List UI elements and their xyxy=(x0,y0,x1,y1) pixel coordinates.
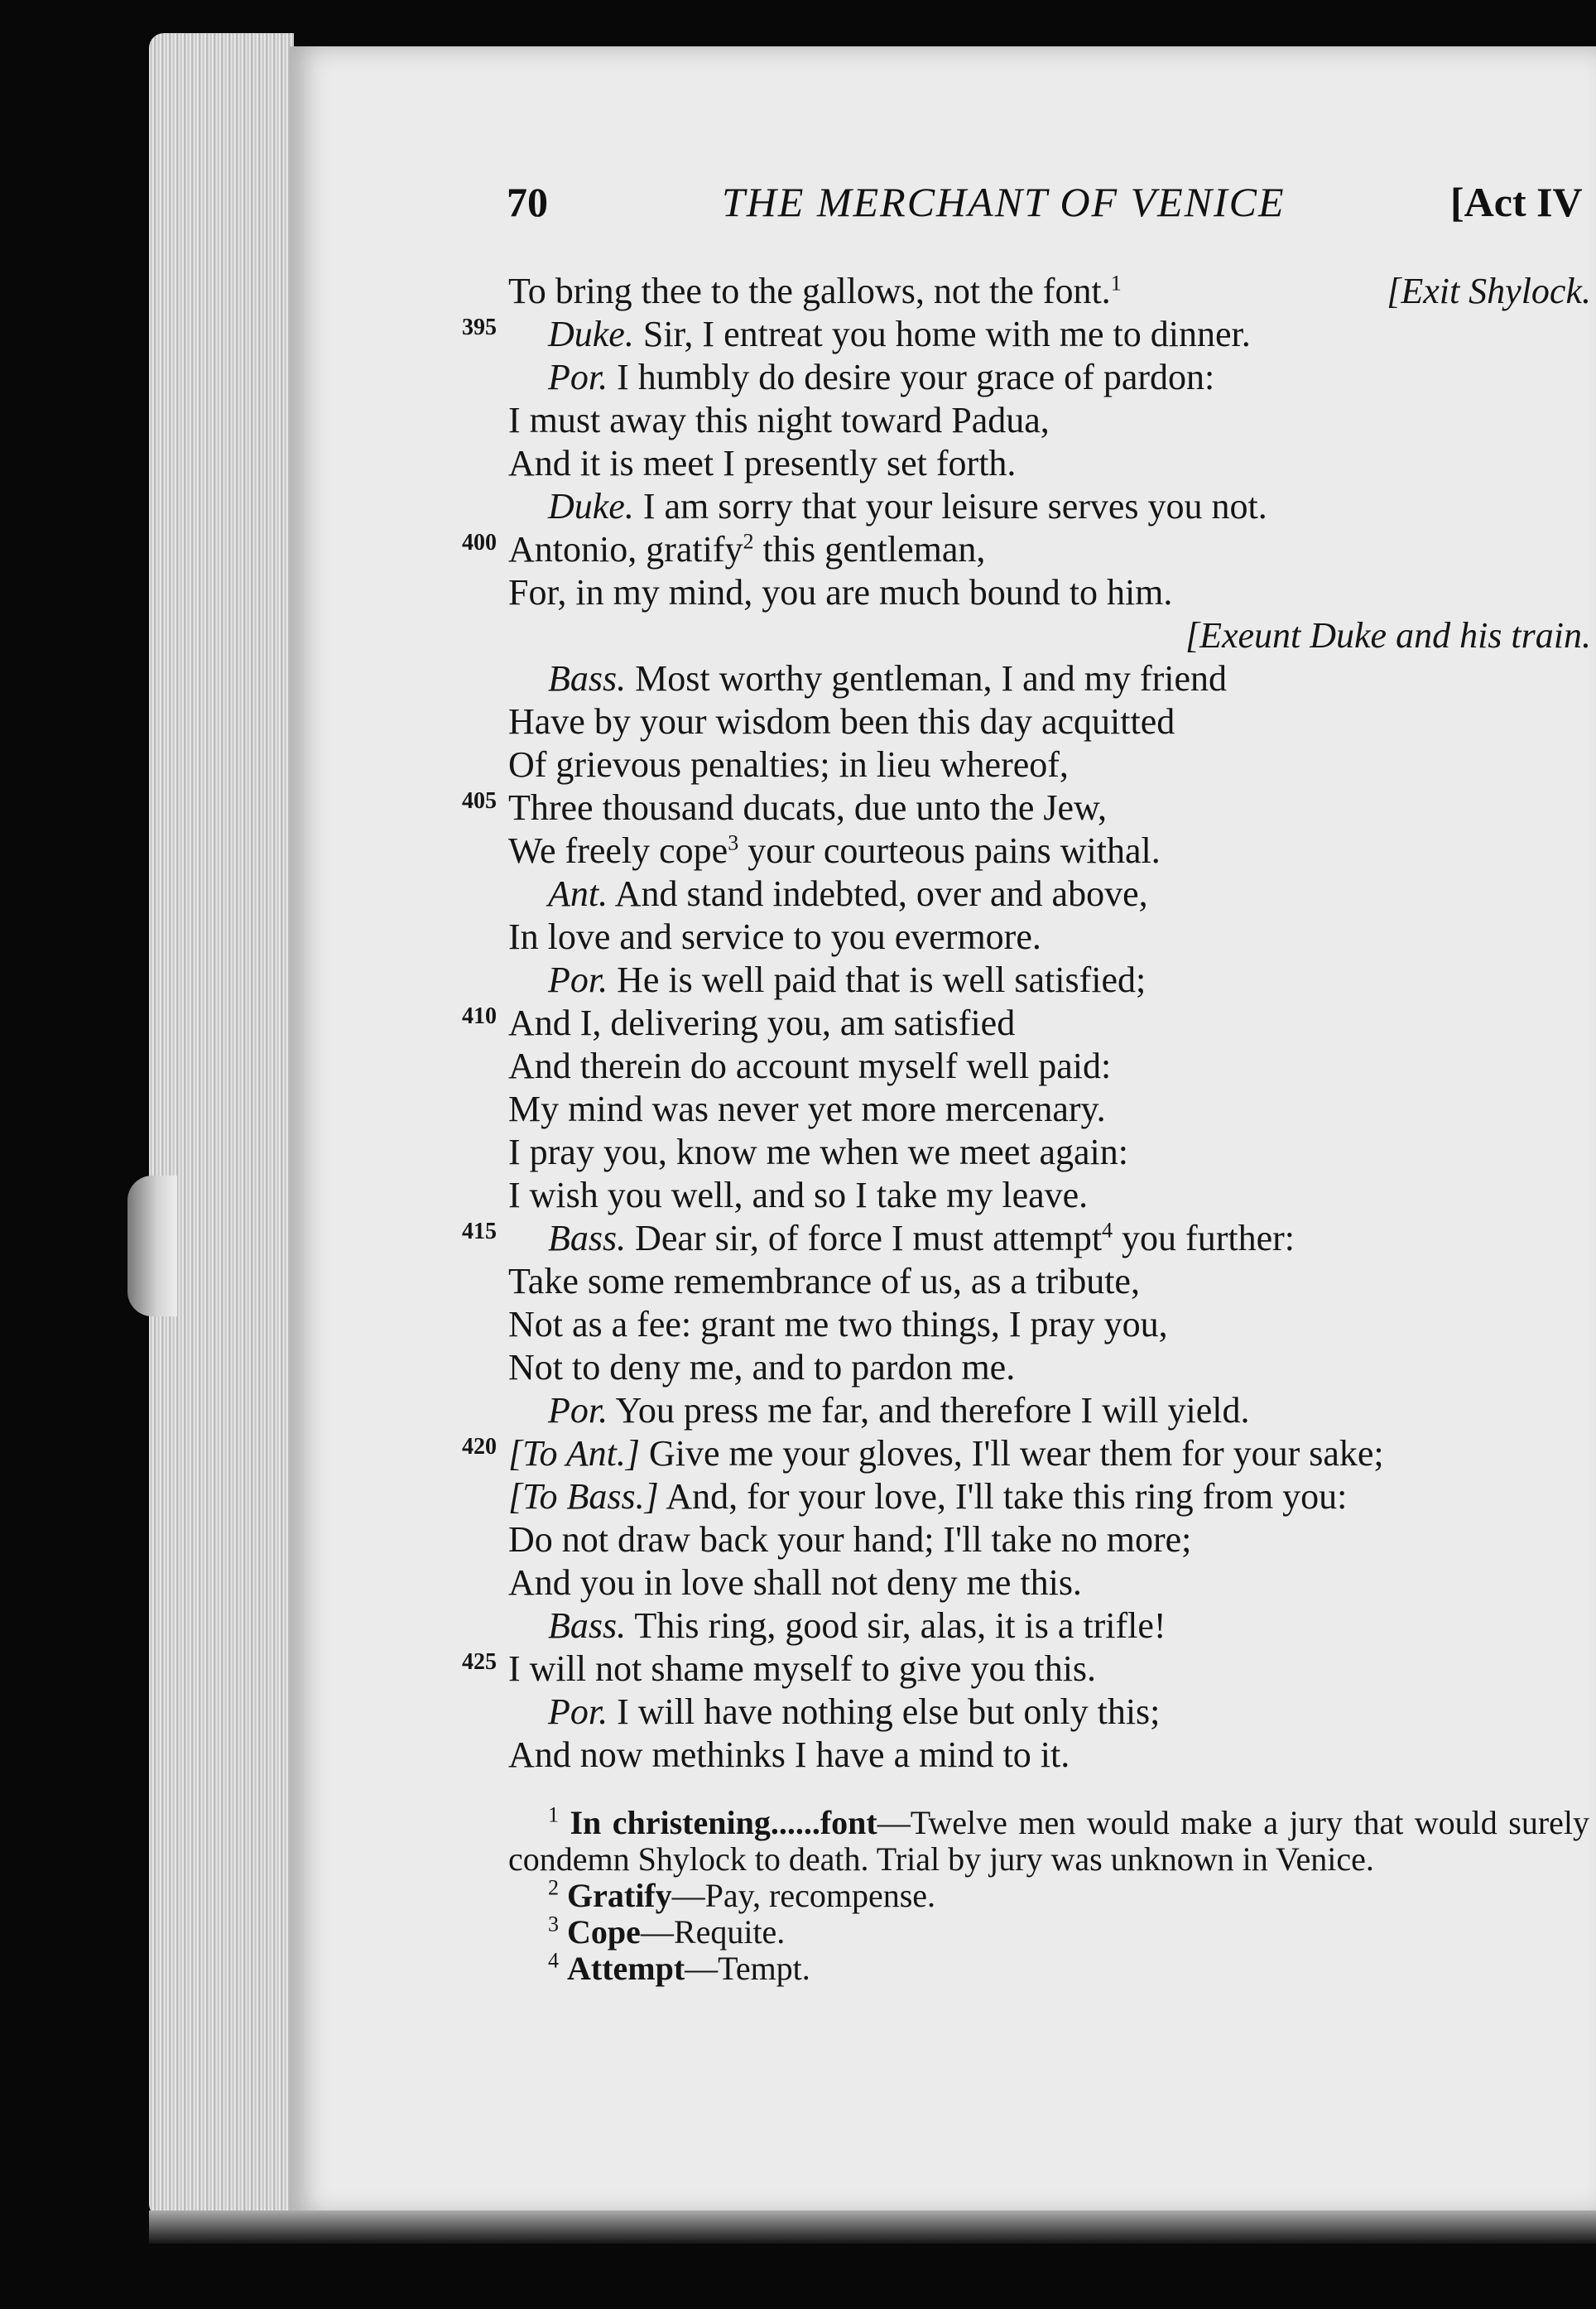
line-text: And stand indebted, over and above, xyxy=(608,873,1148,914)
line-text: Three thousand ducats, due unto the Jew, xyxy=(508,787,1107,828)
verse-line xyxy=(508,916,1596,959)
footnote-text: —Twelve men would make a jury that would surely condemn Shylock to death. Trial by jury was unknown in Venice. xyxy=(508,1804,1590,1878)
verse-line xyxy=(508,1691,1596,1734)
footnote-term: Gratify xyxy=(567,1877,672,1914)
speaker-name: Bass. xyxy=(548,1218,627,1258)
footnote-text: —Requite. xyxy=(640,1913,786,1951)
footnote-number: 2 xyxy=(548,1875,559,1900)
verse-line xyxy=(508,442,1596,485)
verse-line xyxy=(508,959,1596,1002)
line-text: Of grievous penalties; in lieu whereof, xyxy=(508,744,1069,785)
footnote-text: —Tempt. xyxy=(685,1950,810,1987)
page-number: 70 xyxy=(507,179,548,225)
verse-text xyxy=(462,270,1596,1777)
line-text: I must away this night toward Padua, xyxy=(508,400,1050,440)
verse-line xyxy=(508,873,1596,916)
verse-line xyxy=(508,700,1596,743)
verse-line xyxy=(462,1217,1596,1260)
verse-line xyxy=(508,743,1596,787)
speaker-name: Duke. xyxy=(548,486,634,527)
verse-line xyxy=(462,1002,1596,1045)
line-number: 425 xyxy=(462,1649,497,1675)
stage-direction: [Exit Shylock. xyxy=(1387,271,1591,311)
line-number: 400 xyxy=(462,530,497,556)
verse-line xyxy=(462,313,1596,356)
verse-line xyxy=(508,399,1596,442)
speaker-name: Por. xyxy=(548,357,608,397)
verse-line xyxy=(508,657,1596,700)
line-text: We freely cope xyxy=(508,830,728,871)
line-text: your courteous pains withal. xyxy=(738,830,1161,871)
verse-line xyxy=(508,1561,1596,1604)
speaker-name: Por. xyxy=(548,1691,608,1732)
line-text: Most worthy gentleman, I and my friend xyxy=(626,658,1227,699)
speaker-name: Bass. xyxy=(548,658,627,699)
line-text: Take some remembrance of us, as a tribute, xyxy=(508,1261,1140,1301)
footnote xyxy=(508,1875,1589,1914)
verse-line xyxy=(508,1518,1596,1561)
footnote-number: 3 xyxy=(548,1912,559,1936)
footnote-term: In christening......font xyxy=(570,1804,877,1841)
verse-line xyxy=(508,1174,1596,1217)
line-number: 415 xyxy=(462,1219,497,1244)
line-text: Give me your gloves, I'll wear them for your sake; xyxy=(639,1433,1384,1474)
verse-line xyxy=(508,1131,1596,1174)
line-text: And, for your love, I'll take this ring from you: xyxy=(658,1476,1348,1517)
verse-line xyxy=(508,270,1596,313)
line-text: I am sorry that your leisure serves you not. xyxy=(633,486,1267,527)
footnote-marker: 1 xyxy=(1110,271,1122,296)
line-text: Do not draw back your hand; I'll take no more; xyxy=(508,1519,1192,1560)
line-text: You press me far, and therefore I will yield. xyxy=(608,1390,1250,1431)
line-text: Not to deny me, and to pardon me. xyxy=(508,1347,1016,1388)
stage-direction: [To Ant.] xyxy=(508,1433,640,1474)
line-text: To bring thee to the gallows, not the font. xyxy=(508,271,1111,311)
line-text: this gentleman, xyxy=(753,529,986,570)
verse-line xyxy=(462,787,1596,830)
speaker-name: Por. xyxy=(548,960,608,1000)
footnotes xyxy=(508,1802,1590,1987)
verse-line xyxy=(508,1389,1596,1432)
footnote-marker: 3 xyxy=(728,830,739,855)
footnote xyxy=(508,1914,1589,1951)
line-text: Not as a fee: grant me two things, I pray you, xyxy=(508,1304,1168,1345)
footnote-number: 1 xyxy=(548,1802,559,1827)
verse-line xyxy=(508,1088,1596,1131)
line-text: Sir, I entreat you home with me to dinner. xyxy=(633,314,1251,354)
line-text: And it is meet I presently set forth. xyxy=(508,443,1017,483)
line-text: I wish you well, and so I take my leave. xyxy=(508,1175,1089,1215)
footnote-marker: 2 xyxy=(743,529,754,554)
verse-line xyxy=(508,1734,1596,1777)
book-page-edges xyxy=(149,33,294,2219)
line-text: I will have nothing else but only this; xyxy=(608,1691,1161,1732)
line-text: And I, delivering you, am satisfied xyxy=(508,1003,1016,1043)
line-number: 420 xyxy=(462,1434,497,1460)
verse-line xyxy=(508,614,1596,657)
act-label: [Act IV xyxy=(1450,179,1583,225)
verse-line xyxy=(508,1260,1596,1303)
verse-line xyxy=(508,1475,1596,1518)
line-text: I will not shame myself to give you this. xyxy=(508,1648,1097,1689)
line-text: Have by your wisdom been this day acquitted xyxy=(508,701,1175,742)
verse-line xyxy=(462,1432,1596,1475)
line-text: you further: xyxy=(1113,1218,1295,1258)
line-text: I pray you, know me when we meet again: xyxy=(508,1132,1128,1172)
line-text: And therein do account myself well paid: xyxy=(508,1046,1112,1086)
footnote-marker: 4 xyxy=(1102,1218,1113,1243)
footnote-term: Cope xyxy=(567,1913,641,1951)
line-text: This ring, good sir, alas, it is a trifle! xyxy=(626,1605,1166,1646)
line-text: And you in love shall not deny me this. xyxy=(508,1562,1082,1603)
stage-direction: [To Bass.] xyxy=(508,1476,659,1517)
footnote-number: 4 xyxy=(548,1948,559,1973)
verse-line xyxy=(462,528,1596,571)
speaker-name: Duke. xyxy=(548,314,634,354)
line-text: And now methinks I have a mind to it. xyxy=(508,1734,1070,1775)
stage-direction: [Exeunt Duke and his train. xyxy=(1185,615,1591,656)
line-number: 410 xyxy=(462,1003,497,1029)
line-number: 395 xyxy=(462,315,497,340)
line-text: I humbly do desire your grace of pardon: xyxy=(608,357,1215,397)
line-number: 405 xyxy=(462,788,497,814)
verse-line xyxy=(508,1346,1596,1389)
verse-line xyxy=(508,356,1596,399)
running-title: THE MERCHANT OF VENICE xyxy=(722,179,1286,225)
footnote xyxy=(508,1948,1589,1987)
verse-line xyxy=(508,830,1596,873)
running-header xyxy=(507,178,1596,236)
line-text: For, in my mind, you are much bound to him. xyxy=(508,572,1173,613)
speaker-name: Por. xyxy=(548,1390,608,1431)
verse-line xyxy=(508,1045,1596,1088)
footnote-text: —Pay, recompense. xyxy=(671,1877,936,1914)
line-text: My mind was never yet more mercenary. xyxy=(508,1089,1106,1129)
footnote xyxy=(508,1802,1590,1878)
page-bottom-shadow xyxy=(149,2210,1596,2244)
speaker-name: Bass. xyxy=(548,1605,627,1646)
verse-line xyxy=(508,1303,1596,1346)
verse-line xyxy=(508,485,1596,528)
line-text: Dear sir, of force I must attempt xyxy=(626,1218,1103,1258)
line-text: Antonio, gratify xyxy=(508,529,743,570)
footnote-term: Attempt xyxy=(567,1950,685,1987)
verse-line xyxy=(462,1648,1596,1691)
verse-line xyxy=(508,571,1596,614)
line-text: In love and service to you evermore. xyxy=(508,916,1041,957)
speaker-name: Ant. xyxy=(548,873,608,914)
line-text: He is well paid that is well satisfied; xyxy=(608,960,1147,1000)
verse-line xyxy=(508,1604,1596,1648)
